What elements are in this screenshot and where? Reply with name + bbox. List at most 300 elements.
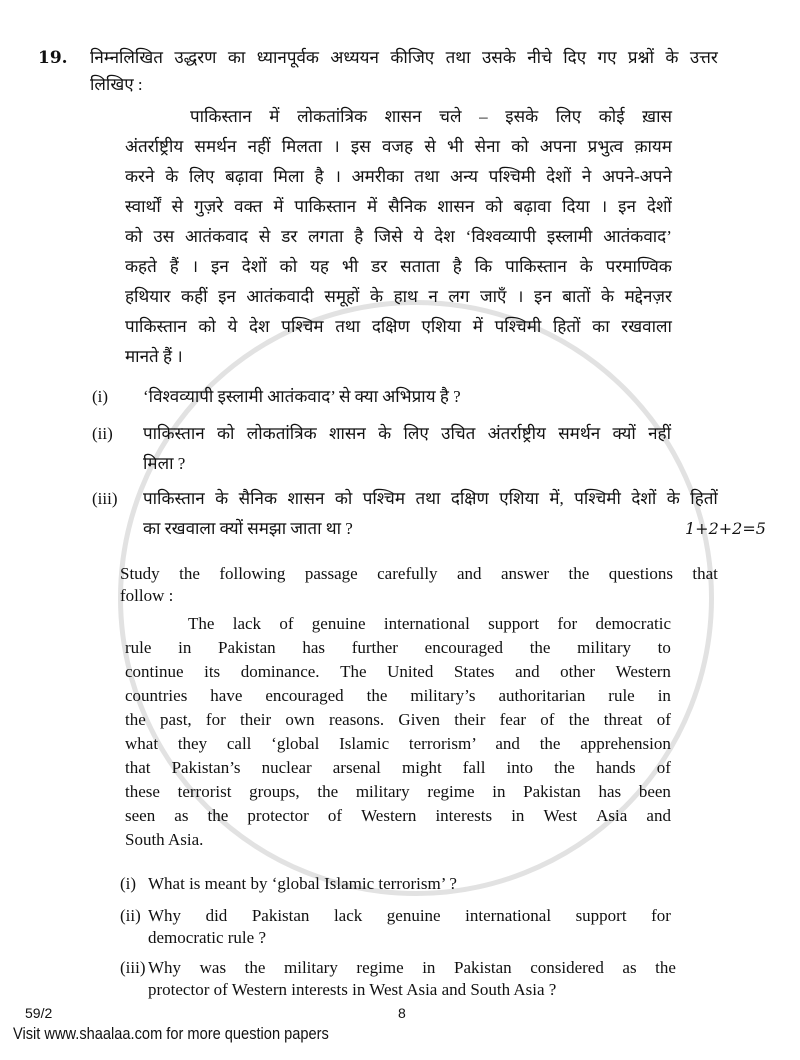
word: दक्षिण: [450, 489, 494, 508]
english-passage-line: [188, 614, 671, 634]
hindi-passage-line: [125, 196, 672, 218]
word: हाथ: [393, 287, 423, 306]
word: and: [456, 564, 486, 583]
word: तथा: [445, 48, 475, 67]
word: ।: [516, 287, 528, 306]
word: authoritarian: [498, 686, 590, 705]
word: Given: [398, 710, 445, 729]
word: States: [453, 662, 499, 681]
word: पश्चिमी: [494, 317, 546, 336]
paper-code: 59/2: [25, 1005, 53, 1021]
word: नीचे: [527, 48, 557, 67]
word: करने: [125, 167, 159, 186]
word: of: [327, 806, 347, 825]
word: into: [506, 758, 538, 777]
hindi-passage-line: [125, 166, 672, 188]
hindi-question-label: (ii): [92, 424, 113, 443]
word: बातों: [562, 287, 595, 306]
word: इस्लामी: [546, 227, 597, 246]
hindi-instruction-line: लिखिए :: [90, 75, 143, 94]
word: for: [557, 614, 582, 633]
word: United: [387, 662, 438, 681]
word: देश: [434, 227, 460, 246]
word: Pakistan: [218, 638, 280, 657]
word: ध्यानपूर्वक: [256, 48, 324, 67]
word: कीजिए: [390, 48, 439, 67]
word: the: [207, 806, 233, 825]
word: लोकतांत्रिक: [246, 424, 321, 443]
english-question-text: What is meant by ‘global Islamic terrorism’ ?: [148, 874, 457, 893]
word: के: [369, 287, 388, 306]
hindi-passage-line: [125, 256, 672, 278]
word: ।: [600, 197, 612, 216]
word: genuine: [311, 614, 370, 633]
word: ।: [334, 167, 346, 186]
word: देशों: [546, 167, 576, 186]
word: में,: [549, 489, 569, 508]
word: ।: [333, 137, 344, 156]
word: के: [579, 257, 597, 276]
word: –: [479, 107, 492, 126]
word: countries: [125, 686, 192, 705]
word: क्यों: [612, 424, 641, 443]
word: as: [174, 806, 193, 825]
word: हथियार: [125, 287, 175, 306]
word: के: [601, 287, 619, 306]
word: नहीं: [247, 137, 275, 156]
english-instruction-line: follow :: [120, 586, 174, 605]
word: The: [188, 614, 219, 633]
hindi-passage-line: [190, 106, 672, 128]
word: Islamic: [339, 734, 394, 753]
word: Pakistan: [251, 906, 314, 925]
word: गुज़रे: [194, 197, 228, 216]
word: सेना: [474, 137, 505, 156]
word: dominance.: [240, 662, 324, 681]
word: अंतर्राष्ट्रीय: [487, 424, 551, 443]
word: भी: [447, 137, 468, 156]
word: शासन: [328, 424, 371, 443]
word: the: [366, 686, 392, 705]
word: परमाण्विक: [605, 257, 672, 276]
word: मिलता: [281, 137, 327, 156]
word: समर्थन: [558, 424, 605, 443]
visit-footer-link[interactable]: Visit www.shaalaa.com for more question papers: [13, 1024, 329, 1043]
word: प्रश्नों: [627, 48, 659, 67]
word: इन: [533, 287, 556, 306]
word: threat: [603, 710, 647, 729]
word: क़ायम: [634, 137, 672, 156]
word: Asia: [596, 806, 632, 825]
word: के: [665, 48, 683, 67]
word: genuine: [386, 906, 445, 925]
word: एशिया: [499, 489, 544, 508]
word: अमरीका: [351, 167, 408, 186]
word: terrorism’: [408, 734, 480, 753]
word: hands: [595, 758, 640, 777]
english-passage-line: [125, 710, 671, 730]
word: देश: [249, 317, 274, 336]
word: चले: [439, 107, 466, 126]
word: their: [240, 710, 276, 729]
word: बढ़ावा: [225, 167, 267, 186]
word: का: [227, 48, 250, 67]
word: इन: [218, 287, 241, 306]
word: past,: [160, 710, 196, 729]
word: समर्थन: [194, 137, 241, 156]
word: ‘global: [271, 734, 324, 753]
word: that: [125, 758, 155, 777]
word: लिए: [189, 167, 219, 186]
word: The: [340, 662, 371, 681]
word: आतंकवादी: [246, 287, 319, 306]
word: rule: [608, 686, 639, 705]
hindi-passage-line: [125, 226, 672, 248]
word: हितों: [552, 317, 585, 336]
word: ये: [227, 317, 242, 336]
word: did: [205, 906, 232, 925]
word: भी: [341, 257, 363, 276]
word: further: [351, 638, 403, 657]
word: लगता: [308, 227, 348, 246]
word: nuclear: [261, 758, 316, 777]
word: in: [178, 638, 196, 657]
word: है: [452, 257, 467, 276]
hindi-passage-line: [125, 286, 672, 308]
word: military’s: [410, 686, 480, 705]
word: of: [656, 710, 671, 729]
word: the: [244, 958, 270, 977]
word: to: [657, 638, 671, 657]
word: नहीं: [648, 424, 671, 443]
word: support: [575, 906, 631, 925]
word: देशों: [631, 489, 661, 508]
word: समूहों: [324, 287, 364, 306]
word: से: [171, 197, 188, 216]
word: उचित: [441, 424, 480, 443]
word: है: [354, 227, 368, 246]
word: को: [511, 137, 533, 156]
word: अंतर्राष्ट्रीय: [125, 137, 188, 156]
word: the: [179, 564, 205, 583]
word: गए: [597, 48, 621, 67]
word: been: [638, 782, 671, 801]
word: the: [655, 958, 676, 977]
word: लिए: [555, 107, 586, 126]
word: आतंकवाद’: [603, 227, 672, 246]
word: का: [592, 317, 614, 336]
word: अन्य: [450, 167, 483, 186]
word: रखवाला: [621, 317, 672, 336]
word: के: [666, 489, 685, 508]
word: आतंकवाद: [185, 227, 253, 246]
word: पाकिस्तान: [190, 107, 256, 126]
word: अपने-अपने: [602, 167, 672, 186]
word: अध्ययन: [330, 48, 384, 67]
question-number: 19.: [38, 48, 68, 68]
word: their: [454, 710, 490, 729]
word: call: [226, 734, 256, 753]
word: regime: [427, 782, 479, 801]
word: पश्चिमी: [488, 167, 540, 186]
word: own: [285, 710, 319, 729]
marks-allocation: 1+2+2=5: [685, 519, 766, 538]
word: for: [205, 710, 230, 729]
word: seen: [125, 806, 160, 825]
word: protector: [247, 806, 314, 825]
english-question-text: [148, 906, 671, 926]
word: को: [125, 227, 147, 246]
word: को: [485, 197, 507, 216]
hindi-instruction-line: [90, 47, 718, 69]
word: इस: [350, 137, 375, 156]
word: Western: [615, 662, 671, 681]
word: सैनिक: [238, 489, 282, 508]
word: में: [269, 107, 284, 126]
word: शासन: [384, 107, 426, 126]
word: शासन: [287, 489, 329, 508]
word: के: [378, 424, 396, 443]
word: arsenal: [332, 758, 386, 777]
english-passage-line: [125, 686, 671, 706]
hindi-question-text: [143, 488, 718, 510]
word: questions: [608, 564, 678, 583]
word: उस: [153, 227, 179, 246]
english-instruction-line: [120, 564, 718, 584]
word: of: [540, 710, 559, 729]
word: देशों: [241, 257, 271, 276]
word: यह: [310, 257, 334, 276]
word: fall: [462, 758, 490, 777]
word: पाकिस्तान: [505, 257, 572, 276]
word: the: [568, 564, 594, 583]
word: इसके: [505, 107, 543, 126]
word: in: [492, 782, 510, 801]
word: को: [216, 424, 239, 443]
hindi-passage-line: [125, 136, 672, 158]
word: कोई: [598, 107, 629, 126]
word: what: [125, 734, 163, 753]
word: interests: [435, 806, 497, 825]
word: लोकतांत्रिक: [297, 107, 372, 126]
word: the: [125, 710, 151, 729]
word: of: [656, 758, 671, 777]
word: वक्त: [234, 197, 267, 216]
word: other: [560, 662, 600, 681]
word: following: [219, 564, 290, 583]
word: regime: [356, 958, 408, 977]
word: तथा: [414, 167, 444, 186]
word: तथा: [335, 317, 365, 336]
word: answer: [500, 564, 554, 583]
word: ‘विश्वव्यापी: [465, 227, 541, 246]
word: में: [367, 197, 382, 216]
word: उसके: [481, 48, 521, 67]
word: international: [383, 614, 475, 633]
word: ।: [191, 257, 203, 276]
word: that: [692, 564, 718, 583]
word: in: [422, 958, 440, 977]
word: के: [215, 489, 233, 508]
word: continue: [125, 662, 188, 681]
word: Pakistan: [523, 782, 586, 801]
word: उत्तर: [689, 48, 718, 67]
word: in: [511, 806, 529, 825]
word: lack: [232, 614, 266, 633]
english-question-label: (i): [120, 874, 137, 893]
word: reasons.: [328, 710, 389, 729]
word: West: [543, 806, 582, 825]
word: वजह: [381, 137, 418, 156]
word: the: [568, 710, 594, 729]
word: international: [465, 906, 556, 925]
word: डर: [281, 227, 302, 246]
word: military: [355, 782, 414, 801]
word: कि: [474, 257, 497, 276]
word: कहते: [125, 257, 162, 276]
word: the: [554, 758, 580, 777]
word: पाकिस्तान: [143, 424, 209, 443]
word: the: [317, 782, 343, 801]
word: terrorist: [177, 782, 236, 801]
english-passage-line: South Asia.: [125, 830, 204, 849]
word: they: [177, 734, 212, 753]
word: and: [495, 734, 525, 753]
word: मद्देनज़र: [624, 287, 672, 306]
word: Why: [148, 906, 186, 925]
word: military: [284, 958, 343, 977]
word: स्वार्थों: [125, 197, 165, 216]
word: and: [646, 806, 671, 825]
word: the: [539, 734, 565, 753]
word: Pakistan: [454, 958, 516, 977]
english-question-label: (ii): [120, 906, 141, 925]
word: and: [515, 662, 544, 681]
word: अपना: [539, 137, 581, 156]
word: में: [472, 317, 488, 336]
word: पाकिस्तान: [294, 197, 361, 216]
hindi-question-label: (iii): [92, 489, 118, 508]
word: Pakistan’s: [171, 758, 245, 777]
word: considered: [530, 958, 609, 977]
hindi-question-text: का रखवाला क्यों समझा जाता था ?: [143, 519, 353, 538]
word: इन: [211, 257, 234, 276]
word: दिए: [563, 48, 591, 67]
word: से: [258, 227, 275, 246]
word: दिया: [562, 197, 595, 216]
word: को: [334, 489, 357, 508]
page-number: 8: [398, 1005, 406, 1021]
english-passage-line: [125, 782, 671, 802]
word: passage: [304, 564, 362, 583]
word: rule: [125, 638, 156, 657]
word: है: [314, 167, 328, 186]
word: को: [279, 257, 302, 276]
hindi-passage-line: मानते हैं ।: [125, 347, 183, 366]
word: encouraged: [424, 638, 508, 657]
english-passage-line: [125, 758, 671, 778]
word: एशिया: [421, 317, 466, 336]
word: Why: [148, 958, 186, 977]
word: have: [210, 686, 247, 705]
english-passage-line: [125, 662, 671, 682]
word: might: [402, 758, 446, 777]
word: apprehension: [580, 734, 671, 753]
word: सताता: [400, 257, 445, 276]
word: पश्चिम: [362, 489, 410, 508]
english-question-text: protector of Western interests in West Asia and South Asia ?: [148, 980, 557, 999]
word: carefully: [377, 564, 442, 583]
word: has: [302, 638, 330, 657]
word: Western: [361, 806, 421, 825]
hindi-question-label: (i): [92, 387, 109, 406]
word: ये: [413, 227, 428, 246]
word: the: [529, 638, 555, 657]
english-passage-line: [125, 806, 671, 826]
word: जाएँ: [480, 287, 511, 306]
word: has: [598, 782, 626, 801]
word: these: [125, 782, 165, 801]
word: डर: [371, 257, 392, 276]
hindi-question-text: मिला ?: [143, 454, 186, 473]
word: encouraged: [265, 686, 348, 705]
word: पाकिस्तान: [143, 489, 209, 508]
word: पश्चिम: [281, 317, 328, 336]
word: as: [622, 958, 641, 977]
word: groups,: [249, 782, 304, 801]
hindi-question-text: ‘विश्वव्यापी इस्लामी आतंकवाद’ से क्या अभिप्राय है ?: [143, 387, 461, 406]
word: देशों: [646, 197, 672, 216]
word: जिसे: [374, 227, 407, 246]
word: हितों: [690, 489, 718, 508]
hindi-question-text: [143, 423, 671, 445]
word: ख़ास: [642, 107, 672, 126]
word: में: [273, 197, 288, 216]
word: कहीं: [181, 287, 212, 306]
word: its: [204, 662, 225, 681]
word: दक्षिण: [371, 317, 415, 336]
word: को: [198, 317, 221, 336]
word: Study: [120, 564, 164, 583]
word: of: [279, 614, 298, 633]
english-passage-line: [125, 638, 671, 658]
word: इन: [618, 197, 641, 216]
word: ने: [581, 167, 596, 186]
word: के: [165, 167, 183, 186]
word: लग: [448, 287, 474, 306]
word: lack: [333, 906, 367, 925]
english-question-label: (iii): [120, 958, 146, 977]
word: सैनिक: [388, 197, 431, 216]
word: प्रभुत्व: [587, 137, 628, 156]
word: शासन: [437, 197, 479, 216]
word: लिए: [403, 424, 434, 443]
word: पाकिस्तान: [125, 317, 191, 336]
word: was: [199, 958, 231, 977]
word: तथा: [415, 489, 445, 508]
english-passage-line: [125, 734, 671, 754]
word: military: [577, 638, 636, 657]
english-question-text: [148, 958, 676, 978]
word: in: [657, 686, 671, 705]
word: support: [488, 614, 544, 633]
english-question-text: democratic rule ?: [148, 928, 266, 947]
word: पश्चिमी: [574, 489, 626, 508]
word: से: [424, 137, 441, 156]
word: न: [428, 287, 443, 306]
word: fear: [499, 710, 531, 729]
word: मिला: [273, 167, 309, 186]
